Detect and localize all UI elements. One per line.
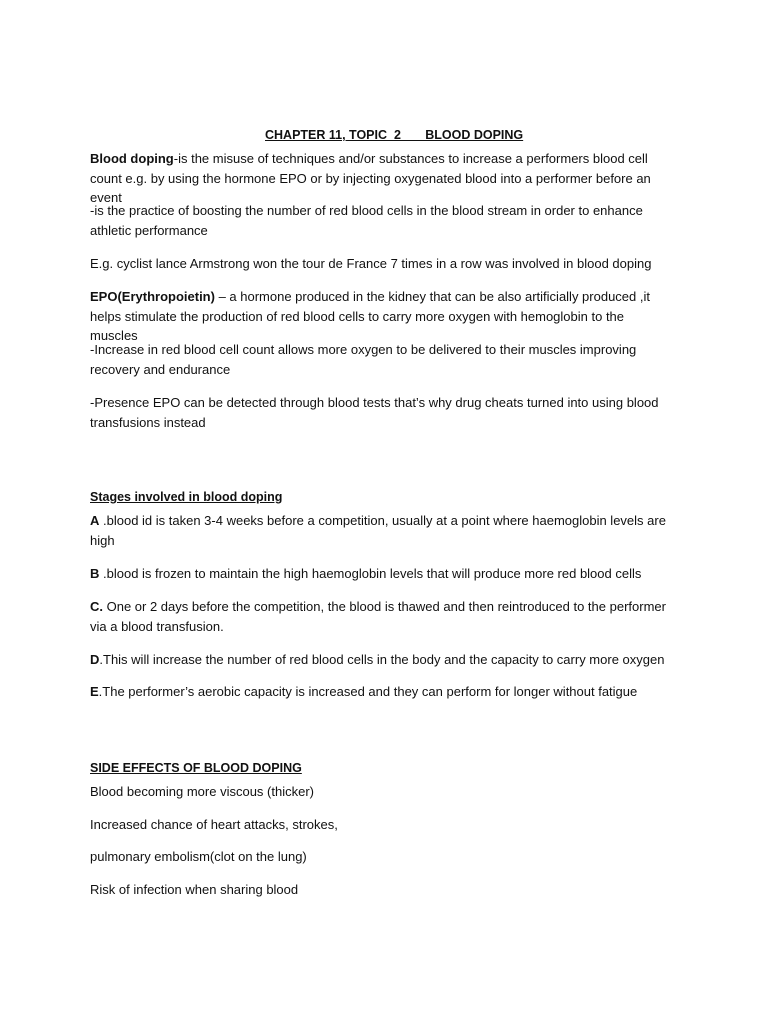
stage-text: .This will increase the number of red blood cells in the body and the capacity to carry more oxygen [99,652,665,667]
stages-heading: Stages involved in blood doping [90,490,283,504]
page-title: CHAPTER 11, TOPIC 2 BLOOD DOPING [265,128,524,142]
stage-label: B [90,566,100,581]
definition-text: – a hormone produced in the kidney that can be also artificially produced ,it helps stimulate the production of red blood cells to carry more oxygen with hemoglobin to the muscles [90,289,650,343]
stage-item-e [90,682,675,702]
stage-text: .blood is frozen to maintain the high haemoglobin levels that will produce more red blood cells [99,566,642,581]
stage-text: One or 2 days before the competition, the blood is thawed and then reintroduced to the performer via a blood transfusion. [90,599,666,634]
definition-blood-doping [90,149,675,208]
side-effect-item: Blood becoming more viscous (thicker) [90,784,314,799]
stage-label: D [90,652,100,667]
term-label: Blood doping [90,151,174,166]
side-effect-item: Increased chance of heart attacks, strokes, [90,817,338,832]
definition-practice [90,201,675,240]
stage-text: .blood id is taken 3-4 weeks before a competition, usually at a point where haemoglobin levels are high [90,513,666,548]
stage-item-d [90,650,675,670]
side-effect-item: Risk of infection when sharing blood [90,882,299,897]
point-epo-detection [90,393,675,432]
stage-label: C. [90,599,103,614]
definition-text: -is the misuse of techniques and/or substances to increase a performers blood cell count e.g. by using the hormone EPO or by injecting oxygenated blood into a performer before an event [90,151,651,205]
definition-text: E.g. cyclist lance Armstrong won the tour de France 7 times in a row was involved in blood doping [90,256,652,271]
definition-epo [90,287,675,346]
side-effects-heading: SIDE EFFECTS OF BLOOD DOPING [90,761,302,775]
example-armstrong [90,254,675,274]
stage-text: .The performer’s aerobic capacity is increased and they can perform for longer without fatigue [98,684,638,699]
definition-text: -Presence EPO can be detected through blood tests that’s why drug cheats turned into using blood transfusions instead [90,395,659,430]
stage-item-c [90,597,675,636]
stage-label: E [90,684,99,699]
stage-item-b [90,564,675,584]
definition-text: -is the practice of boosting the number of red blood cells in the blood stream in order to enhance athletic performance [90,203,643,238]
definition-text: -Increase in red blood cell count allows more oxygen to be delivered to their muscles improving recovery and endurance [90,342,637,377]
term-label: EPO(Erythropoietin) [90,289,215,304]
stage-item-a [90,511,675,550]
stage-label: A [90,513,100,528]
point-red-cell-count [90,340,675,379]
side-effect-item: pulmonary embolism(clot on the lung) [90,849,307,864]
